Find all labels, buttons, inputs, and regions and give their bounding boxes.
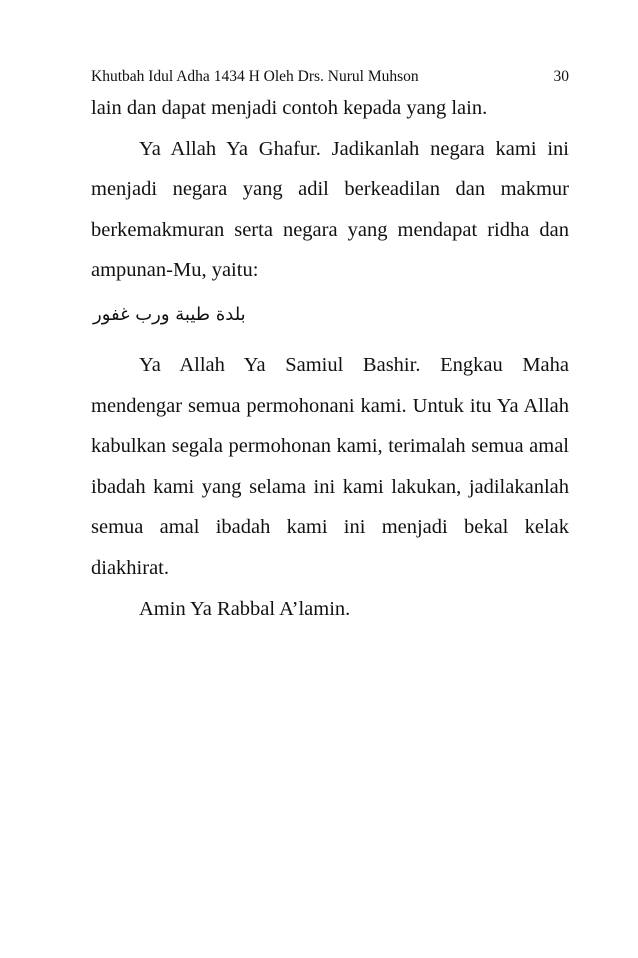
paragraph-prayer-samiul-bashir: Ya Allah Ya Samiul Bashir. Engkau Maha mendengar semua permohonani kami. Untuk itu Ya Allah kabulkan segala permohonan kami, terimalah semua amal ibadah kami yang selama ini kami lakukan, jadilakanlah semua amal ibadah kami ini menjadi bekal kelak diakhirat. [91, 353, 569, 579]
paragraph-amin: Amin Ya Rabbal A’lamin. [139, 597, 351, 620]
header-title: Khutbah Idul Adha 1434 H Oleh Drs. Nurul Muhson [91, 68, 419, 85]
paragraph-prayer-ghafur: Ya Allah Ya Ghafur. Jadikanlah negara kami ini menjadi negara yang adil berkeadilan dan makmur berkemakmuran serta negara yang mendapat ridha dan ampunan-Mu, yaitu: [91, 137, 569, 282]
arabic-verse [91, 291, 569, 345]
page-header [91, 66, 569, 88]
paragraph-continuation: lain dan dapat menjadi contoh kepada yang lain. [91, 97, 488, 119]
arabic-verse-text: بلدة طيبة ورب غفور [93, 303, 246, 325]
page-content [91, 88, 569, 629]
page-number: 30 [553, 68, 569, 85]
